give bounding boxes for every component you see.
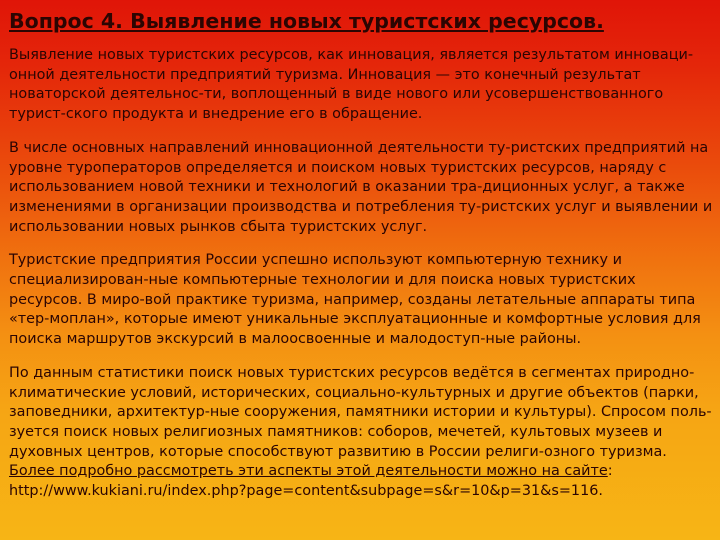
paragraph-innovation-definition: Выявление новых туристских ресурсов, как инновация, является результатом инноваци-онной деятельности предприятий туризма. Инновация — это конечный результат новаторской деятельнос-ти, воплощенный в виде нового или усовершенствованного турист-ского продукта и внедрение его в обращение. bbox=[9, 47, 694, 123]
more-info-link[interactable]: Более подробно рассмотреть эти аспекты этой деятельности можно на сайте bbox=[9, 463, 608, 480]
paragraph-innovation-directions: В числе основных направлений инновационной деятельности ту-ристских предприятий на уровне туроператоров определяется и поиском новых туристских ресурсов, наряду с использованием новой техники и технологий в оказании тра-диционных услуг, а также изменениями в организации производства и потребления ту-ристских услуг и выявлении и использовании новых рынков сбыта туристских услуг. bbox=[9, 139, 713, 235]
paragraph-statistics bbox=[9, 364, 713, 502]
paragraph-russian-enterprises: Туристские предприятия России успешно используют компьютерную технику и специализирован-ные компьютерные технологии и для поиска новых туристских ресурсов. В миро-вой практике туризма, например, созданы летательные аппараты типа «тер-моплан», которые имеют уникальные эксплуатационные и комфортные условия для поиска маршрутов экскурсий в малоосвоенные и малодоступ-ные районы. bbox=[9, 252, 701, 348]
paragraph-statistics-text: По данным статистики поиск новых туристских ресурсов ведётся в сегментах природно-климатические условий, исторических, социально-культурных и другие объектов (парки, заповедники, архитектур-ные сооружения, памятники истории и культуры). Спросом поль-зуется поиск новых религиозных памятников: соборов, мечетей, культовых музеев и духовных центров, которые способствуют развитию в России религи-озного туризма. bbox=[9, 364, 712, 460]
link-colon: : bbox=[607, 463, 613, 480]
slide-title: Вопрос 4. Выявление новых туристских ресурсов. bbox=[9, 9, 604, 33]
source-url[interactable]: http://www.kukiani.ru/index.php?page=content&subpage=s&r=10&p=31&s=116. bbox=[9, 483, 603, 500]
slide-body bbox=[9, 46, 713, 502]
